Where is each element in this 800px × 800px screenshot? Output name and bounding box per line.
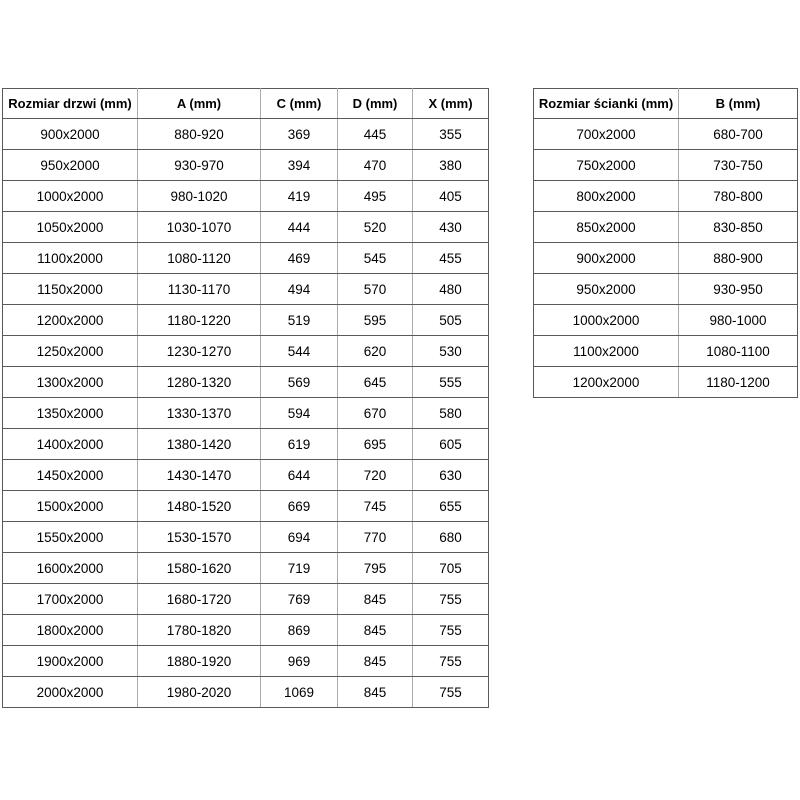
- table-cell: 620: [338, 336, 413, 367]
- table-cell: 1680-1720: [138, 584, 261, 615]
- table-row: [3, 491, 489, 522]
- table-cell: 394: [261, 150, 338, 181]
- table-cell: 369: [261, 119, 338, 150]
- table-row: [3, 305, 489, 336]
- table-cell: 455: [413, 243, 489, 274]
- table-cell: 980-1020: [138, 181, 261, 212]
- table-cell: 1100x2000: [534, 336, 679, 367]
- table-row: [3, 584, 489, 615]
- table-row: [3, 119, 489, 150]
- table-cell: 1530-1570: [138, 522, 261, 553]
- table-cell: 800x2000: [534, 181, 679, 212]
- table-cell: 405: [413, 181, 489, 212]
- table-cell: 695: [338, 429, 413, 460]
- table-row: [3, 150, 489, 181]
- table-row: [3, 646, 489, 677]
- table-cell: 1080-1100: [679, 336, 798, 367]
- table-cell: 545: [338, 243, 413, 274]
- table-cell: 555: [413, 367, 489, 398]
- table-cell: 520: [338, 212, 413, 243]
- table-row: [3, 460, 489, 491]
- table-cell: 1700x2000: [3, 584, 138, 615]
- table-cell: 1080-1120: [138, 243, 261, 274]
- table-cell: 680: [413, 522, 489, 553]
- table-row: [3, 398, 489, 429]
- table-row: [534, 367, 798, 398]
- table-cell: 1000x2000: [534, 305, 679, 336]
- table-row: [534, 212, 798, 243]
- table-cell: 469: [261, 243, 338, 274]
- table-cell: 1480-1520: [138, 491, 261, 522]
- table-cell: 930-970: [138, 150, 261, 181]
- table-row: [3, 274, 489, 305]
- table-cell: 930-950: [679, 274, 798, 305]
- table-cell: 505: [413, 305, 489, 336]
- column-header: A (mm): [138, 89, 261, 119]
- wall-size-table: [533, 88, 798, 398]
- table-row: [534, 181, 798, 212]
- table-cell: 880-900: [679, 243, 798, 274]
- table-cell: 1300x2000: [3, 367, 138, 398]
- table-cell: 2000x2000: [3, 677, 138, 708]
- table-cell: 630: [413, 460, 489, 491]
- table-cell: 380: [413, 150, 489, 181]
- column-header: B (mm): [679, 89, 798, 119]
- table-cell: 950x2000: [3, 150, 138, 181]
- table-cell: 880-920: [138, 119, 261, 150]
- table-cell: 1350x2000: [3, 398, 138, 429]
- table-cell: 755: [413, 584, 489, 615]
- table-cell: 750x2000: [534, 150, 679, 181]
- table-cell: 1030-1070: [138, 212, 261, 243]
- table-cell: 1550x2000: [3, 522, 138, 553]
- table-cell: 644: [261, 460, 338, 491]
- column-header: D (mm): [338, 89, 413, 119]
- table-cell: 769: [261, 584, 338, 615]
- table-cell: 830-850: [679, 212, 798, 243]
- table-cell: 1230-1270: [138, 336, 261, 367]
- header-row: [3, 89, 489, 119]
- table-row: [3, 677, 489, 708]
- table-cell: 700x2000: [534, 119, 679, 150]
- table-cell: 419: [261, 181, 338, 212]
- table-cell: 570: [338, 274, 413, 305]
- table-cell: 1500x2000: [3, 491, 138, 522]
- table-cell: 670: [338, 398, 413, 429]
- table-row: [3, 336, 489, 367]
- table-cell: 494: [261, 274, 338, 305]
- table-cell: 605: [413, 429, 489, 460]
- table-cell: 845: [338, 677, 413, 708]
- table-cell: 1880-1920: [138, 646, 261, 677]
- table-cell: 445: [338, 119, 413, 150]
- table-cell: 1330-1370: [138, 398, 261, 429]
- table-cell: 1400x2000: [3, 429, 138, 460]
- table-cell: 430: [413, 212, 489, 243]
- table-cell: 755: [413, 615, 489, 646]
- table-cell: 355: [413, 119, 489, 150]
- table-cell: 680-700: [679, 119, 798, 150]
- table-cell: 1780-1820: [138, 615, 261, 646]
- table-cell: 869: [261, 615, 338, 646]
- table-cell: 770: [338, 522, 413, 553]
- table-cell: 669: [261, 491, 338, 522]
- table-cell: 780-800: [679, 181, 798, 212]
- table-row: [3, 243, 489, 274]
- table-row: [3, 367, 489, 398]
- table-cell: 580: [413, 398, 489, 429]
- table-cell: 1200x2000: [534, 367, 679, 398]
- table-cell: 730-750: [679, 150, 798, 181]
- table-cell: 1280-1320: [138, 367, 261, 398]
- table-cell: 444: [261, 212, 338, 243]
- table-cell: 1050x2000: [3, 212, 138, 243]
- table-cell: 900x2000: [534, 243, 679, 274]
- column-header: Rozmiar ścianki (mm): [534, 89, 679, 119]
- table-row: [3, 429, 489, 460]
- table-row: [534, 150, 798, 181]
- table-cell: 1250x2000: [3, 336, 138, 367]
- table-cell: 619: [261, 429, 338, 460]
- table-cell: 755: [413, 646, 489, 677]
- table-cell: 845: [338, 584, 413, 615]
- table-cell: 745: [338, 491, 413, 522]
- table-cell: 719: [261, 553, 338, 584]
- table-cell: 1100x2000: [3, 243, 138, 274]
- table-cell: 480: [413, 274, 489, 305]
- table-row: [3, 522, 489, 553]
- table-cell: 1180-1200: [679, 367, 798, 398]
- table-cell: 544: [261, 336, 338, 367]
- table-row: [534, 305, 798, 336]
- table-row: [3, 615, 489, 646]
- table-cell: 1800x2000: [3, 615, 138, 646]
- table-cell: 1900x2000: [3, 646, 138, 677]
- table-cell: 900x2000: [3, 119, 138, 150]
- table-cell: 519: [261, 305, 338, 336]
- table-cell: 1450x2000: [3, 460, 138, 491]
- table-cell: 850x2000: [534, 212, 679, 243]
- table-row: [3, 553, 489, 584]
- table-cell: 795: [338, 553, 413, 584]
- table-cell: 594: [261, 398, 338, 429]
- table-cell: 1580-1620: [138, 553, 261, 584]
- header-row: [534, 89, 798, 119]
- table-cell: 655: [413, 491, 489, 522]
- table-cell: 845: [338, 615, 413, 646]
- table-cell: 845: [338, 646, 413, 677]
- table-cell: 1000x2000: [3, 181, 138, 212]
- table-row: [534, 119, 798, 150]
- door-size-table: [2, 88, 489, 708]
- table-cell: 969: [261, 646, 338, 677]
- table-cell: 1430-1470: [138, 460, 261, 491]
- table-cell: 1130-1170: [138, 274, 261, 305]
- table-cell: 530: [413, 336, 489, 367]
- table-cell: 694: [261, 522, 338, 553]
- table-cell: 1069: [261, 677, 338, 708]
- table-cell: 645: [338, 367, 413, 398]
- table-row: [3, 212, 489, 243]
- table-row: [534, 336, 798, 367]
- table-cell: 595: [338, 305, 413, 336]
- table-row: [534, 274, 798, 305]
- table-cell: 950x2000: [534, 274, 679, 305]
- table-cell: 1180-1220: [138, 305, 261, 336]
- table-cell: 1980-2020: [138, 677, 261, 708]
- column-header: X (mm): [413, 89, 489, 119]
- table-cell: 470: [338, 150, 413, 181]
- table-cell: 1600x2000: [3, 553, 138, 584]
- table-cell: 755: [413, 677, 489, 708]
- column-header: Rozmiar drzwi (mm): [3, 89, 138, 119]
- table-cell: 705: [413, 553, 489, 584]
- table-cell: 980-1000: [679, 305, 798, 336]
- column-header: C (mm): [261, 89, 338, 119]
- table-cell: 569: [261, 367, 338, 398]
- table-cell: 1150x2000: [3, 274, 138, 305]
- table-cell: 1380-1420: [138, 429, 261, 460]
- table-row: [534, 243, 798, 274]
- table-cell: 495: [338, 181, 413, 212]
- table-cell: 1200x2000: [3, 305, 138, 336]
- table-cell: 720: [338, 460, 413, 491]
- table-row: [3, 181, 489, 212]
